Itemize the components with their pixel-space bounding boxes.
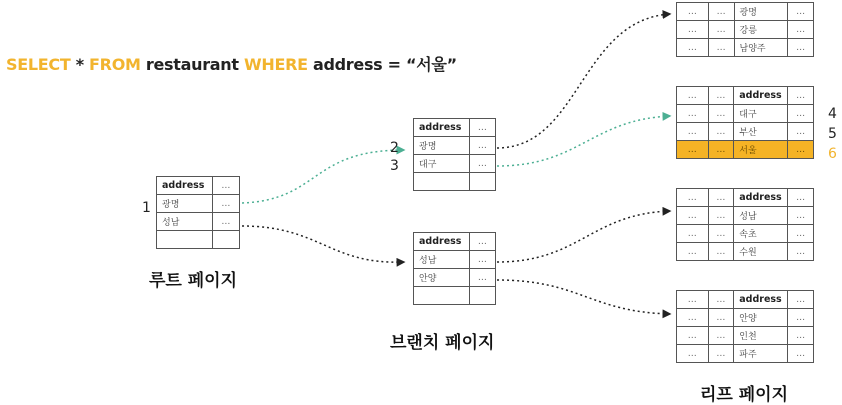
leaf2-col2: …: [708, 123, 734, 141]
sql-star: *: [70, 55, 90, 74]
leaf3-key: 성남: [734, 207, 788, 225]
branch-bottom-key: 성남: [414, 251, 470, 269]
leaf2-highlighted-row: [677, 141, 814, 159]
leaf1-key: 광명: [734, 3, 788, 21]
leaf3-col1: …: [677, 243, 709, 261]
link-branch-bottom-to-leaf3: [497, 211, 670, 262]
leaf1-col1: …: [677, 3, 709, 21]
leaf1-col1: …: [677, 39, 709, 57]
sql-condition: address = “서울”: [307, 55, 457, 74]
leaf2-key: 대구: [734, 105, 788, 123]
link-branch-top-to-leaf2: [497, 116, 670, 166]
branch-top-empty-cell: [469, 173, 495, 191]
leaf4-key: 안양: [734, 309, 788, 327]
sql-keyword-where: WHERE: [244, 55, 308, 74]
root-pointer: …: [212, 195, 239, 213]
branch-top-pointer: …: [469, 137, 495, 155]
leaf4-col2: …: [708, 345, 734, 363]
leaf4-col1: …: [677, 291, 709, 309]
leaf1-col4: …: [788, 3, 814, 21]
root-empty-cell: [157, 231, 213, 249]
branch-top-pointer: …: [469, 155, 495, 173]
branch-page-label: 브랜치 페이지: [390, 333, 495, 353]
leaf4-col1: …: [677, 309, 709, 327]
leaf3-col4: …: [788, 243, 814, 261]
leaf2-col4: …: [788, 141, 814, 159]
branch-bottom-header: address: [414, 233, 470, 251]
leaf3-col4: …: [788, 207, 814, 225]
sql-table-name: restaurant: [140, 55, 244, 74]
sql-keyword-select: SELECT: [6, 55, 71, 74]
leaf4-header: address: [734, 291, 788, 309]
root-header-dots: …: [212, 177, 239, 195]
root-key: 성남: [157, 213, 213, 231]
leaf3-key: 속초: [734, 225, 788, 243]
leaf-page-1-table: [676, 2, 814, 57]
branch-bottom-empty-cell: [414, 287, 470, 305]
leaf-marker-4: 4: [828, 106, 837, 122]
leaf1-col4: …: [788, 39, 814, 57]
leaf4-col2: …: [708, 291, 734, 309]
leaf2-header: address: [734, 87, 788, 105]
leaf3-col2: …: [708, 243, 734, 261]
leaf3-col4: …: [788, 225, 814, 243]
link-root-to-branch-top: [242, 150, 404, 203]
leaf2-col1: …: [677, 123, 709, 141]
link-root-to-branch-bottom: [242, 226, 404, 262]
link-branch-bottom-to-leaf4: [497, 280, 670, 314]
leaf3-header: address: [734, 189, 788, 207]
leaf1-col2: …: [708, 21, 734, 39]
root-marker-1: 1: [142, 200, 151, 216]
branch-bottom-header-dots: …: [469, 233, 495, 251]
leaf2-col4: …: [788, 87, 814, 105]
leaf3-col2: …: [708, 225, 734, 243]
leaf2-col1: …: [677, 105, 709, 123]
leaf4-col4: …: [788, 291, 814, 309]
leaf3-key: 수원: [734, 243, 788, 261]
leaf2-col1: …: [677, 87, 709, 105]
leaf2-col4: …: [788, 123, 814, 141]
leaf4-col4: …: [788, 327, 814, 345]
leaf1-col2: …: [708, 39, 734, 57]
root-empty-cell: [212, 231, 239, 249]
leaf1-col4: …: [788, 21, 814, 39]
leaf2-key-match: 서울: [734, 141, 788, 159]
leaf4-col4: …: [788, 345, 814, 363]
leaf-marker-5: 5: [828, 126, 837, 142]
branch-marker-3: 3: [390, 158, 399, 174]
link-branch-top-to-leaf1: [497, 14, 670, 148]
leaf3-col1: …: [677, 189, 709, 207]
branch-bottom-pointer: …: [469, 269, 495, 287]
leaf4-key: 인천: [734, 327, 788, 345]
root-page-label: 루트 페이지: [149, 271, 238, 291]
sql-keyword-from: FROM: [89, 55, 141, 74]
leaf3-col1: …: [677, 225, 709, 243]
leaf2-col4: …: [788, 105, 814, 123]
leaf-page-label: 리프 페이지: [700, 385, 789, 405]
branch-top-header: address: [414, 119, 470, 137]
branch-top-empty-cell: [414, 173, 470, 191]
leaf1-key: 남양주: [734, 39, 788, 57]
branch-bottom-pointer: …: [469, 251, 495, 269]
leaf3-col4: …: [788, 189, 814, 207]
leaf2-col1: …: [677, 141, 709, 159]
leaf-page-3-table: [676, 188, 814, 261]
leaf1-col2: …: [708, 3, 734, 21]
leaf1-col1: …: [677, 21, 709, 39]
leaf4-col2: …: [708, 327, 734, 345]
leaf4-col4: …: [788, 309, 814, 327]
root-header: address: [157, 177, 213, 195]
leaf2-col2: …: [708, 141, 734, 159]
branch-top-header-dots: …: [469, 119, 495, 137]
leaf2-col2: …: [708, 87, 734, 105]
branch-top-key: 광명: [414, 137, 470, 155]
branch-bottom-empty-cell: [469, 287, 495, 305]
root-key: 광명: [157, 195, 213, 213]
leaf-marker-6: 6: [828, 146, 837, 162]
branch-page-bottom-table: [413, 232, 496, 305]
leaf4-key: 파주: [734, 345, 788, 363]
leaf4-col2: …: [708, 309, 734, 327]
leaf-page-2-table: [676, 86, 814, 159]
leaf2-key: 부산: [734, 123, 788, 141]
leaf2-col2: …: [708, 105, 734, 123]
branch-top-key: 대구: [414, 155, 470, 173]
root-page-table: [156, 176, 240, 249]
leaf3-col2: …: [708, 189, 734, 207]
branch-bottom-key: 안양: [414, 269, 470, 287]
leaf1-key: 강릉: [734, 21, 788, 39]
leaf4-col1: …: [677, 327, 709, 345]
root-pointer: …: [212, 213, 239, 231]
leaf-page-4-table: [676, 290, 814, 363]
leaf3-col1: …: [677, 207, 709, 225]
leaf3-col2: …: [708, 207, 734, 225]
branch-marker-2: 2: [390, 140, 399, 156]
branch-page-top-table: [413, 118, 496, 191]
leaf4-col1: …: [677, 345, 709, 363]
